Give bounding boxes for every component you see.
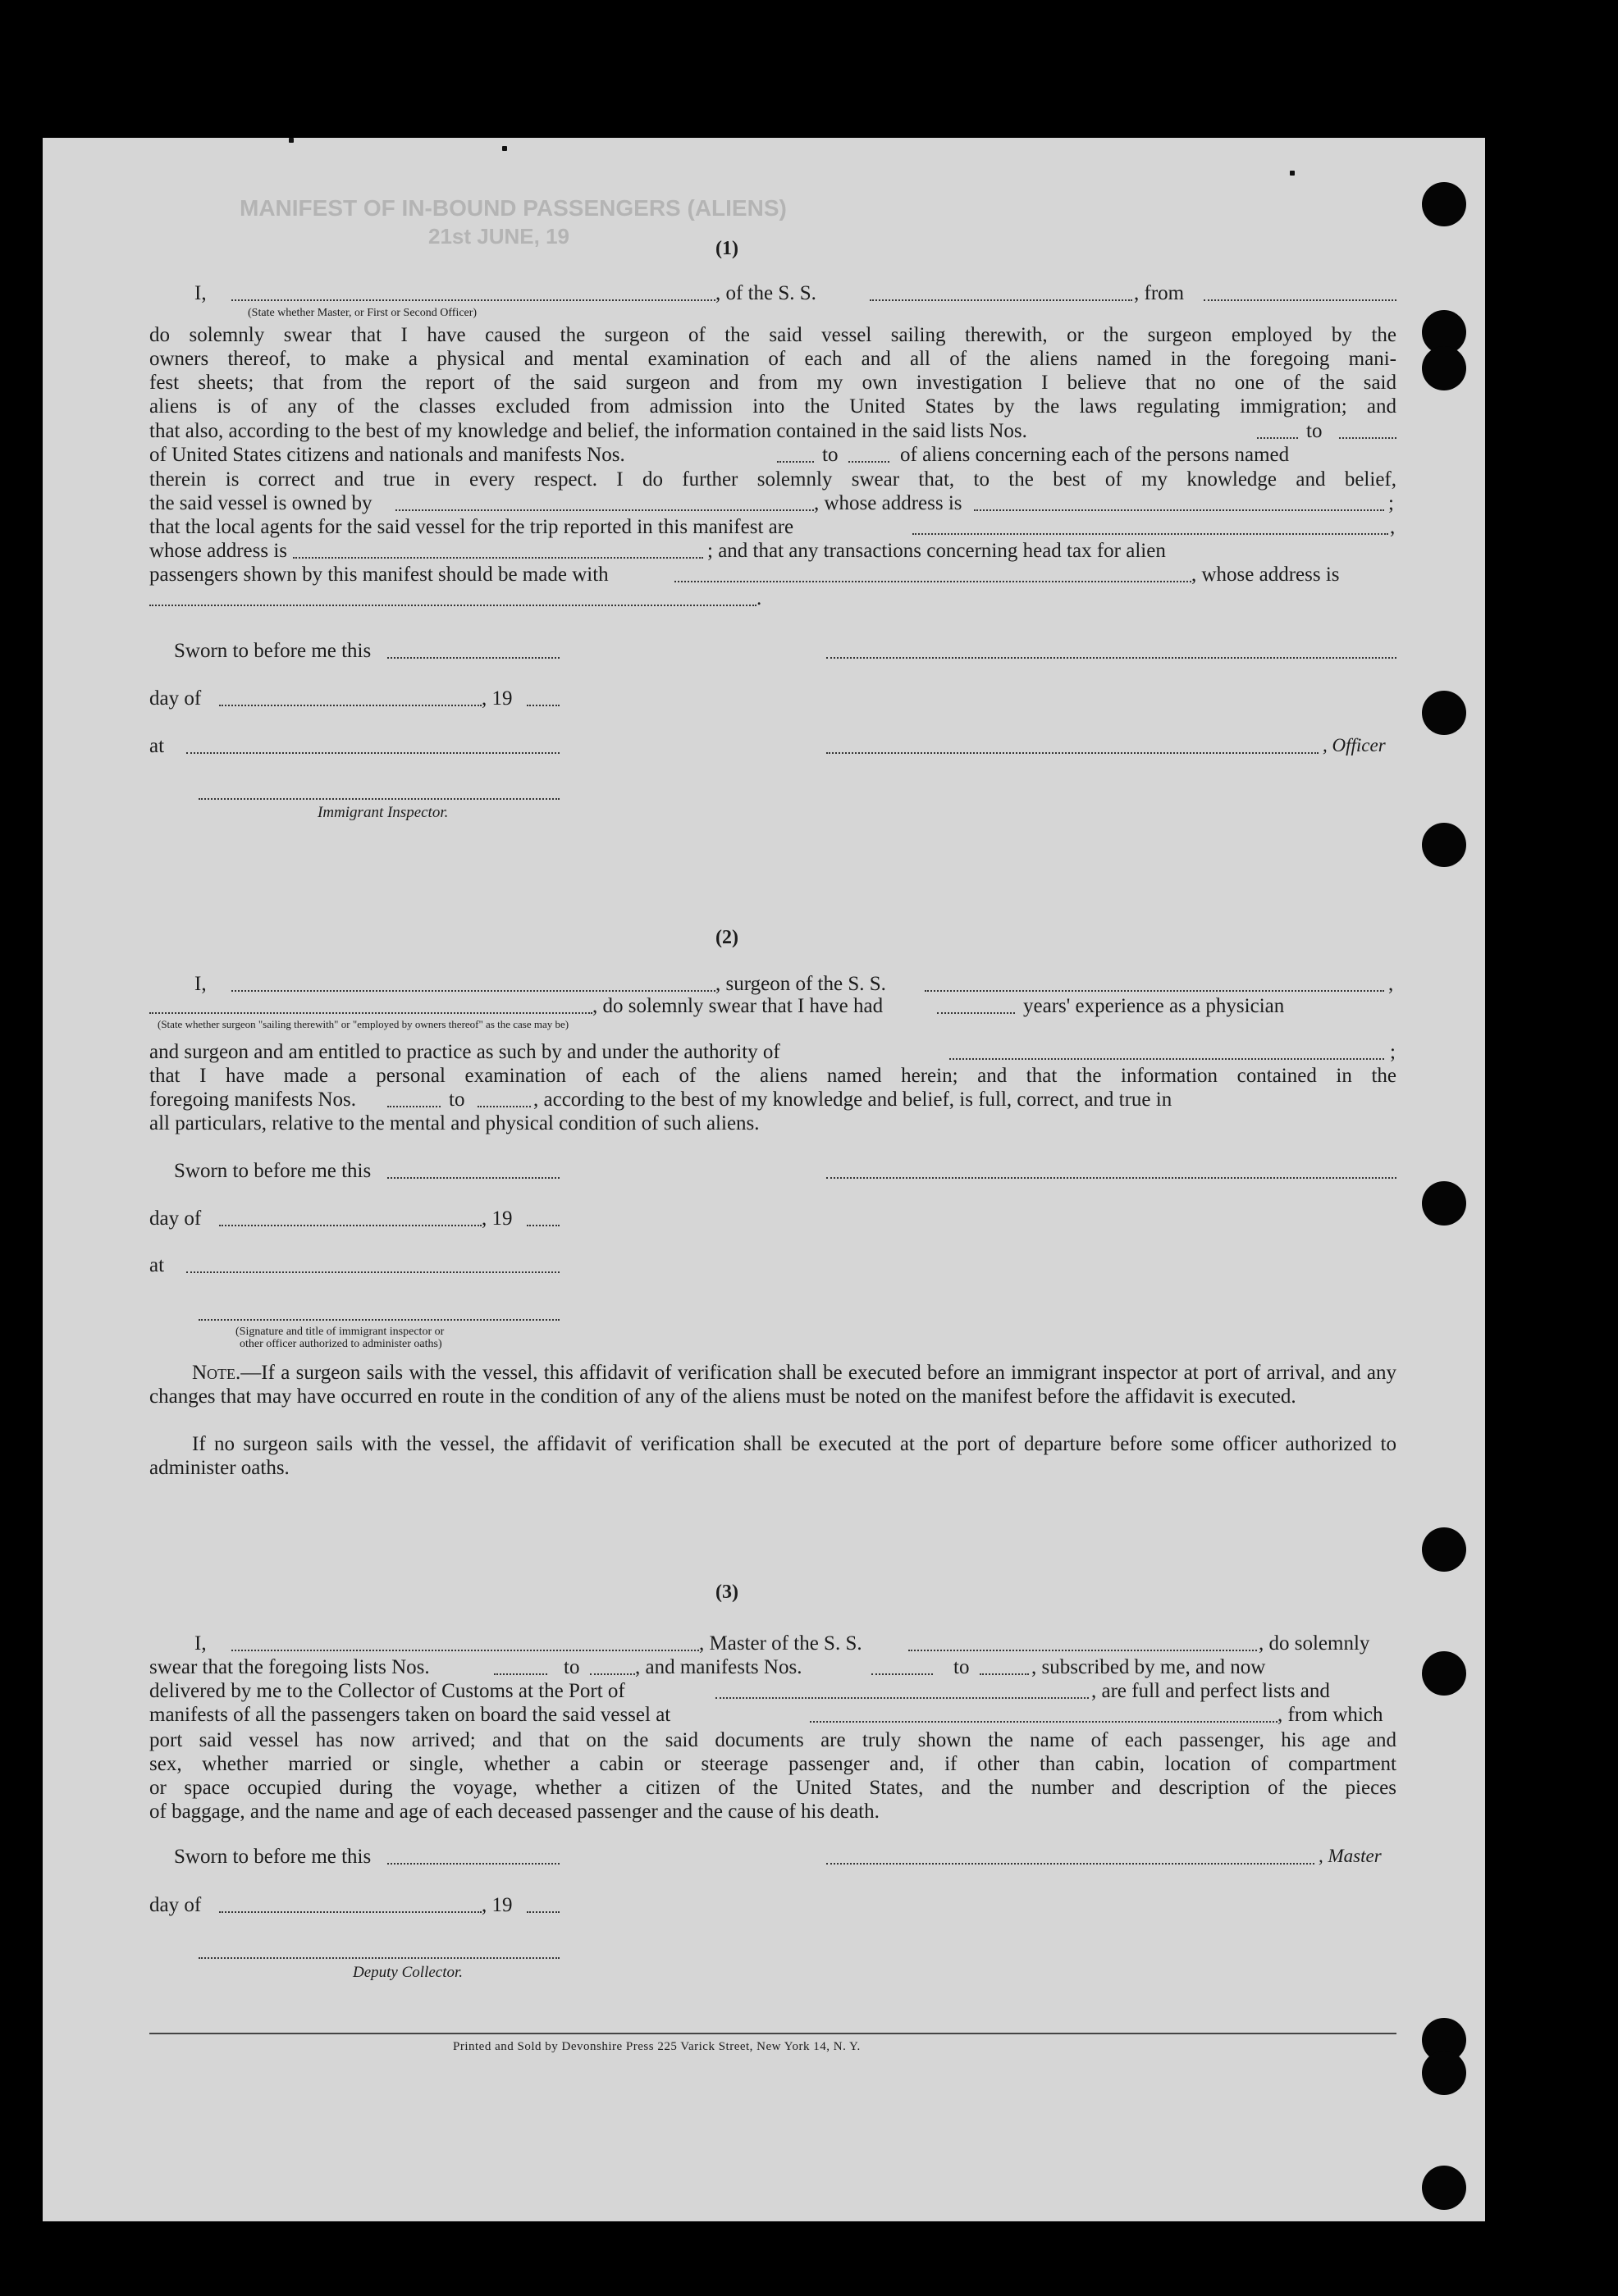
s3-vessel-blank [908, 1650, 1257, 1651]
s2-employment-blank [149, 1012, 592, 1014]
s2-years-blank [937, 1012, 1015, 1014]
document-page [43, 138, 1485, 2221]
s1-manifests-to-blank [848, 461, 889, 463]
s1-headtax-party-blank [674, 581, 1191, 582]
s3-collector-signature-blank [199, 1957, 560, 1959]
s2-manifests-to: to [449, 1089, 465, 1111]
punch-hole [1422, 823, 1466, 867]
punch-hole [1422, 182, 1466, 226]
s1-year-label: , 19 [482, 687, 513, 710]
s3-paragraph-line: or space occupied during the voyage, whether a citizen of the United States, and the number and description of the pieces [149, 1777, 1396, 1799]
s2-manifests-text: foregoing manifests Nos. [149, 1089, 357, 1111]
s1-year-blank [527, 705, 560, 706]
s1-agents-text: that the local agents for the said vessel for the trip reported in this manifest are [149, 516, 794, 538]
s3-paragraph-line: sex, whether married or single, whether a cabin or steerage passenger and, if other than cabin, location of compartment [149, 1753, 1396, 1775]
s1-owned-end: ; [1388, 492, 1394, 514]
s2-authority-blank [949, 1058, 1384, 1060]
s3-paragraph-last-line: of baggage, and the name and age of each deceased passenger and the cause of his death. [149, 1801, 880, 1823]
ink-speck [1290, 171, 1295, 176]
s2-note-label: Note. [192, 1362, 241, 1384]
faded-header-date: 21st JUNE, 19 [428, 224, 569, 249]
s3-lists-text: swear that the foregoing lists Nos. [149, 1656, 430, 1678]
s1-day-of-label: day of [149, 687, 202, 710]
s1-sworn-label: Sworn to before me this [174, 640, 372, 662]
punch-hole [1422, 1527, 1466, 1572]
s2-surgeon-name-blank [231, 990, 715, 992]
s2-sworn-date-blank [387, 1177, 560, 1179]
punch-hole [1422, 1651, 1466, 1696]
s3-collector-label: Deputy Collector. [353, 1964, 464, 1981]
s3-master-signature-blank [826, 1863, 1314, 1865]
s2-sworn-label: Sworn to before me this [174, 1160, 372, 1182]
s2-manifests-from-blank [387, 1106, 441, 1107]
section-1-heading: (1) [715, 238, 738, 259]
s3-year-blank [527, 1911, 560, 1913]
s2-vessel-blank [925, 990, 1384, 992]
s2-line1-end: , [1388, 973, 1394, 995]
section-3-heading: (3) [715, 1582, 738, 1603]
s1-i-label: I, [194, 282, 207, 304]
s3-paragraph-line: port said vessel has now arrived; and that on the said documents are truly shown the name of each passenger, his age and [149, 1729, 1396, 1751]
printer-imprint: Printed and Sold by Devonshire Press 225 Varick Street, New York 14, N. Y. [453, 2040, 861, 2053]
s2-signature-caption-1: (Signature and title of immigrant inspector or [235, 1326, 445, 1338]
s1-paragraph-line: aliens is of any of the classes excluded from admission into the United States by the laws regulating immigration; and [149, 395, 1396, 418]
s3-i-label: I, [194, 1632, 207, 1655]
s1-manifests-from-blank [777, 461, 814, 463]
s3-subscribed-text: , subscribed by me, and now [1031, 1656, 1266, 1678]
s2-experience-text: years' experience as a physician [1023, 995, 1285, 1017]
s1-officer-name-blank [231, 299, 715, 301]
s2-at-blank [186, 1271, 560, 1273]
s1-manifests-text: of United States citizens and nationals and manifests Nos. [149, 444, 625, 466]
s3-vessel-label: , Master of the S. S. [699, 1632, 862, 1655]
faded-header-title: MANIFEST OF IN-BOUND PASSENGERS (ALIENS) [240, 195, 787, 221]
s2-employment-caption: (State whether surgeon "sailing therewith" or "employed by owners thereof" as the case may be) [158, 1018, 569, 1030]
s2-signature-blank [826, 1177, 1396, 1179]
s1-paragraph-line: do solemnly swear that I have caused the surgeon of the said vessel sailing therewith, or the surgeon employed by the [149, 324, 1396, 346]
s1-paragraph-line: owners thereof, to make a physical and mental examination of each and all of the aliens named in the foregoing mani- [149, 348, 1396, 370]
s2-note-paragraph [149, 1361, 1396, 1408]
s2-i-label: I, [194, 973, 207, 995]
s1-agents-address-label: whose address is [149, 540, 288, 562]
s3-swear-text: , do solemnly [1259, 1632, 1370, 1655]
s1-month-blank [219, 705, 482, 706]
s2-examination-line: that I have made a personal examination of each of the aliens named herein; and that the information contained in the [149, 1065, 1396, 1087]
s1-final-period: . [756, 587, 762, 609]
s1-owned-address-label: , whose address is [814, 492, 962, 514]
s1-agents-end: , [1390, 516, 1396, 538]
punch-hole [1422, 2051, 1466, 2095]
s1-officer-label: , Officer [1323, 735, 1386, 755]
s2-authority-text: and surgeon and am entitled to practice as such by and under the authority of [149, 1041, 780, 1063]
s1-at-blank [186, 752, 560, 754]
s1-paragraph-line: fest sheets; that from the report of the said surgeon and from my own investigation I believe that no one of the said [149, 372, 1396, 394]
ink-speck [502, 146, 507, 151]
s1-vessel-blank [870, 299, 1132, 301]
s1-correct-line: therein is correct and true in every respect. I do further solemnly swear that, to the best of my knowledge and belief, [149, 468, 1396, 491]
s3-master-label: , Master [1319, 1846, 1382, 1866]
s1-vessel-label: , of the S. S. [715, 282, 816, 304]
s3-manifests-to-blank [980, 1673, 1029, 1675]
s2-year-blank [527, 1225, 560, 1226]
s3-lists-to-blank [590, 1673, 635, 1675]
s1-from-label: , from [1134, 282, 1185, 304]
s1-lists-to: to [1306, 420, 1323, 442]
s2-inspector-signature-blank [199, 1319, 560, 1321]
footer-rule [149, 2033, 1396, 2034]
punch-hole [1422, 2166, 1466, 2210]
s1-lists-from-blank [1257, 437, 1298, 439]
punch-hole [1422, 346, 1466, 390]
s1-lists-to-blank [1339, 437, 1396, 439]
s1-inspector-label: Immigrant Inspector. [318, 804, 449, 821]
s2-at-label: at [149, 1254, 165, 1276]
s1-officer-caption: (State whether Master, or First or Second Officer) [248, 307, 478, 319]
s3-day-of-label: day of [149, 1894, 202, 1916]
section-2-heading: (2) [715, 927, 738, 948]
s3-lists-from-blank [494, 1673, 547, 1675]
s2-year-label: , 19 [482, 1207, 513, 1230]
s1-officer-signature-blank [826, 752, 1319, 754]
s3-sworn-label: Sworn to before me this [174, 1846, 372, 1868]
s1-owner-address-blank [974, 509, 1384, 511]
s2-note-text: —If a surgeon sails with the vessel, this affidavit of verification shall be executed before an immigrant inspector at port of arrival, and any changes that may have occurred en route in the condition of any of the aliens must be noted on the manifest before the affidavit is executed. [149, 1362, 1396, 1408]
s1-lists-text: that also, according to the best of my knowledge and belief, the information contained in the said lists Nos. [149, 420, 1027, 442]
s1-at-label: at [149, 735, 165, 757]
s3-master-name-blank [231, 1650, 699, 1651]
s3-port-blank [715, 1697, 1089, 1699]
s3-month-blank [219, 1911, 482, 1913]
s3-boarded-text: manifests of all the passengers taken on board the said vessel at [149, 1704, 671, 1726]
s1-passengers-address-label: , whose address is [1191, 564, 1340, 586]
s2-authority-end: ; [1390, 1041, 1396, 1063]
s1-signature-blank [826, 657, 1396, 659]
punch-hole [1422, 1181, 1466, 1226]
s3-lists-to: to [564, 1656, 580, 1678]
s3-manifests-from-blank [871, 1673, 933, 1675]
s3-year-label: , 19 [482, 1894, 513, 1916]
s1-agents-address-blank [293, 557, 703, 559]
s3-sworn-date-blank [387, 1863, 560, 1865]
s3-from-which-text: , from which [1277, 1704, 1383, 1726]
s1-headtax-address-blank [149, 605, 756, 606]
s2-vessel-label: , surgeon of the S. S. [715, 973, 886, 995]
s1-manifests-tail: of aliens concerning each of the persons named [900, 444, 1290, 466]
s3-manifests-text: , and manifests Nos. [635, 1656, 802, 1678]
s2-particulars-line: all particulars, relative to the mental and physical condition of such aliens. [149, 1112, 760, 1134]
s2-month-blank [219, 1225, 482, 1226]
s2-day-of-label: day of [149, 1207, 202, 1230]
s2-note-paragraph-2: If no surgeon sails with the vessel, the affidavit of verification shall be executed at the port of departure before some officer authorized to administer oaths. [149, 1433, 1396, 1479]
s3-perfect-text: , are full and perfect lists and [1091, 1680, 1330, 1702]
s1-sworn-date-blank [387, 657, 560, 659]
s2-swear-text: , do solemnly swear that I have had [592, 995, 884, 1017]
s3-manifests-to: to [953, 1656, 970, 1678]
s3-boarding-port-blank [810, 1721, 1277, 1723]
s1-inspector-signature-blank [199, 798, 560, 800]
s1-agents-blank [912, 533, 1388, 535]
s2-signature-caption-2: other officer authorized to administer oaths) [240, 1338, 442, 1350]
s1-headtax-text: ; and that any transactions concerning head tax for alien [707, 540, 1166, 562]
ink-speck [289, 138, 294, 143]
s1-manifests-to: to [822, 444, 839, 466]
s2-manifests-to-blank [478, 1106, 531, 1107]
s1-owned-text: the said vessel is owned by [149, 492, 373, 514]
punch-hole [1422, 691, 1466, 735]
s3-delivered-text: delivered by me to the Collector of Customs at the Port of [149, 1680, 625, 1702]
s2-belief-text: , according to the best of my knowledge and belief, is full, correct, and true in [533, 1089, 1172, 1111]
s1-owner-blank [395, 509, 814, 511]
s1-from-blank [1204, 299, 1396, 301]
s1-passengers-text: passengers shown by this manifest should be made with [149, 564, 609, 586]
